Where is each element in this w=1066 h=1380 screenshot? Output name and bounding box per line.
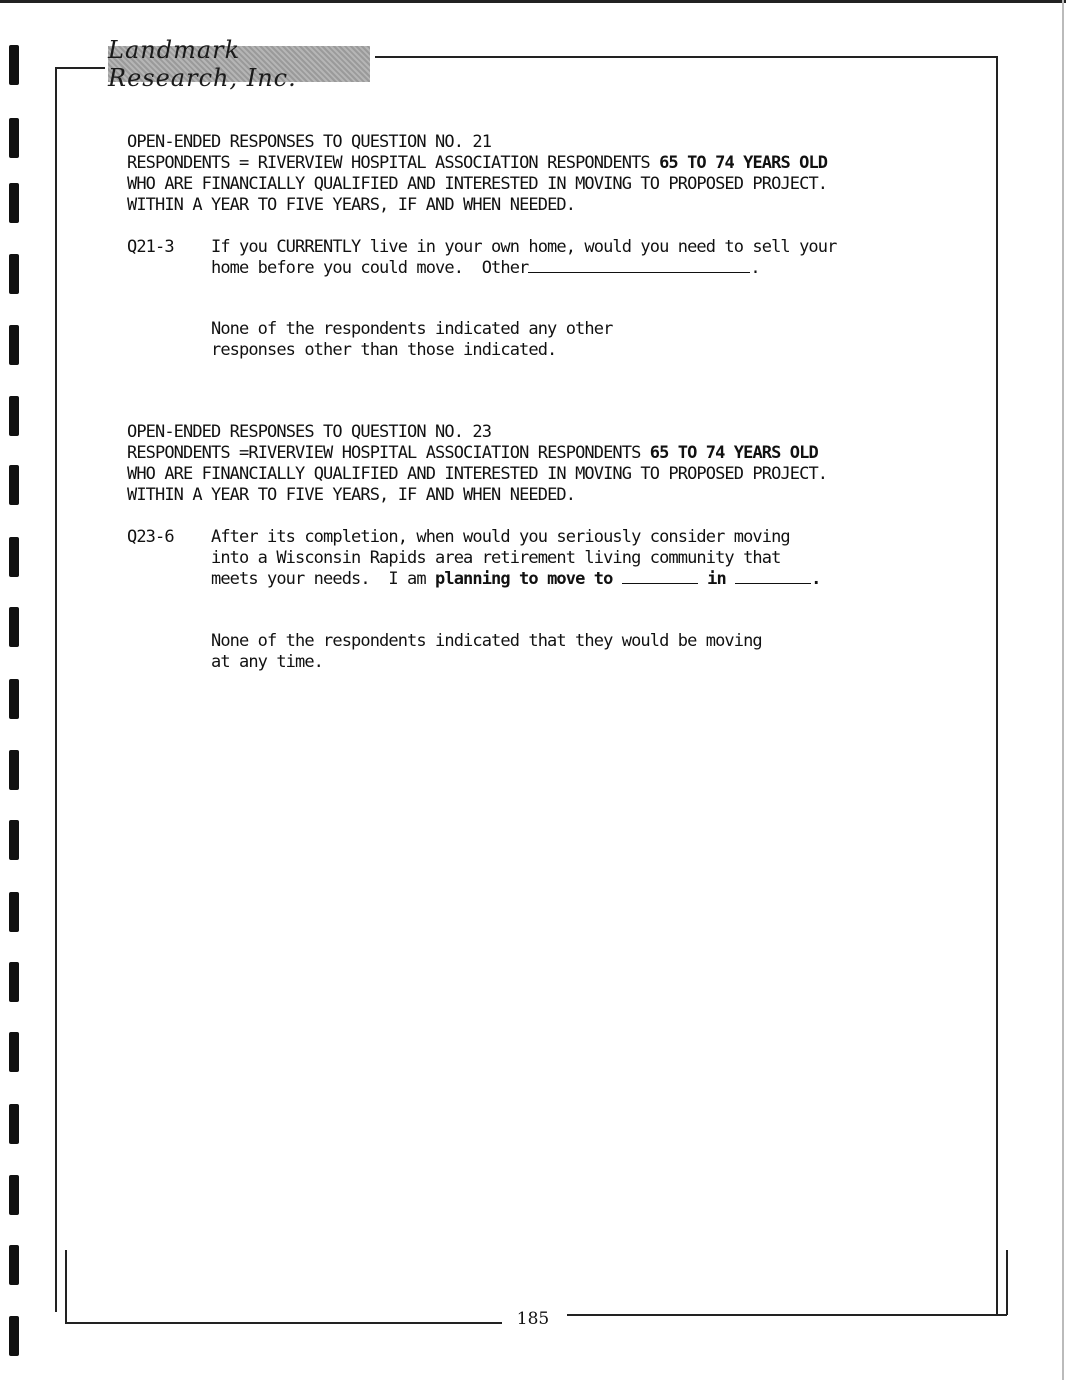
qualification-line: WHO ARE FINANCIALLY QUALIFIED AND INTERESTED IN MOVING TO PROPOSED PROJECT.: [127, 464, 828, 484]
response-text: responses other than those indicated.: [211, 340, 557, 360]
question-text: home before you could move. Other .: [211, 258, 760, 278]
binder-hole: [9, 892, 19, 932]
section-heading: OPEN-ENDED RESPONSES TO QUESTION NO. 21: [127, 132, 492, 152]
frame-line: [1006, 1250, 1008, 1315]
question-text: After its completion, when would you seriously consider moving: [211, 527, 790, 547]
page-number: 185: [516, 1309, 550, 1329]
frame-line: [567, 1314, 1007, 1316]
qualification-line: WHO ARE FINANCIALLY QUALIFIED AND INTERESTED IN MOVING TO PROPOSED PROJECT.: [127, 174, 828, 194]
answer-blank: [735, 569, 811, 584]
response-text: None of the respondents indicated that they would be moving: [211, 631, 762, 651]
logo-text: Landmark Research, Inc.: [108, 36, 297, 92]
company-logo: [108, 36, 370, 92]
binder-hole: [9, 1245, 19, 1285]
binder-hole: [9, 607, 19, 647]
frame-line: [65, 1250, 67, 1322]
respondents-line: RESPONDENTS =RIVERVIEW HOSPITAL ASSOCIATION RESPONDENTS 65 TO 74 YEARS OLD: [127, 443, 818, 463]
answer-blank: [528, 258, 750, 273]
binder-hole: [9, 750, 19, 790]
section-heading: OPEN-ENDED RESPONSES TO QUESTION NO. 23: [127, 422, 492, 442]
scan-right-edge: [1062, 0, 1064, 1380]
respondents-line: RESPONDENTS = RIVERVIEW HOSPITAL ASSOCIATION RESPONDENTS 65 TO 74 YEARS OLD: [127, 153, 828, 173]
binder-hole: [9, 1032, 19, 1072]
binder-hole: [9, 679, 19, 719]
binder-hole: [9, 325, 19, 365]
binder-hole: [9, 254, 19, 294]
timeframe-line: WITHIN A YEAR TO FIVE YEARS, IF AND WHEN NEEDED.: [127, 195, 576, 215]
frame-line: [55, 67, 105, 69]
question-number: Q23-6: [127, 527, 174, 547]
binder-hole: [9, 1104, 19, 1144]
frame-line: [65, 1322, 502, 1324]
binder-hole: [9, 396, 19, 436]
binder-hole: [9, 45, 19, 85]
binder-hole: [9, 465, 19, 505]
binder-hole: [9, 537, 19, 577]
scan-top-edge: [0, 0, 1066, 3]
binder-hole: [9, 1175, 19, 1215]
frame-line: [996, 56, 998, 1315]
binder-hole: [9, 183, 19, 223]
response-text: None of the respondents indicated any other: [211, 319, 613, 339]
answer-blank: [622, 569, 698, 584]
age-group: 65 TO 74 YEARS OLD: [649, 443, 818, 463]
question-text: If you CURRENTLY live in your own home, would you need to sell your: [211, 237, 837, 257]
binder-hole: [9, 962, 19, 1002]
frame-line: [55, 67, 57, 1312]
response-text: at any time.: [211, 652, 324, 672]
question-number: Q21-3: [127, 237, 174, 257]
binder-hole: [9, 1316, 19, 1356]
binder-hole: [9, 118, 19, 158]
binder-hole: [9, 820, 19, 860]
frame-line: [375, 56, 997, 58]
timeframe-line: WITHIN A YEAR TO FIVE YEARS, IF AND WHEN NEEDED.: [127, 485, 576, 505]
question-text: into a Wisconsin Rapids area retirement living community that: [211, 548, 781, 568]
age-group: 65 TO 74 YEARS OLD: [659, 153, 828, 173]
question-text: meets your needs. I am planning to move to in .: [211, 569, 821, 589]
